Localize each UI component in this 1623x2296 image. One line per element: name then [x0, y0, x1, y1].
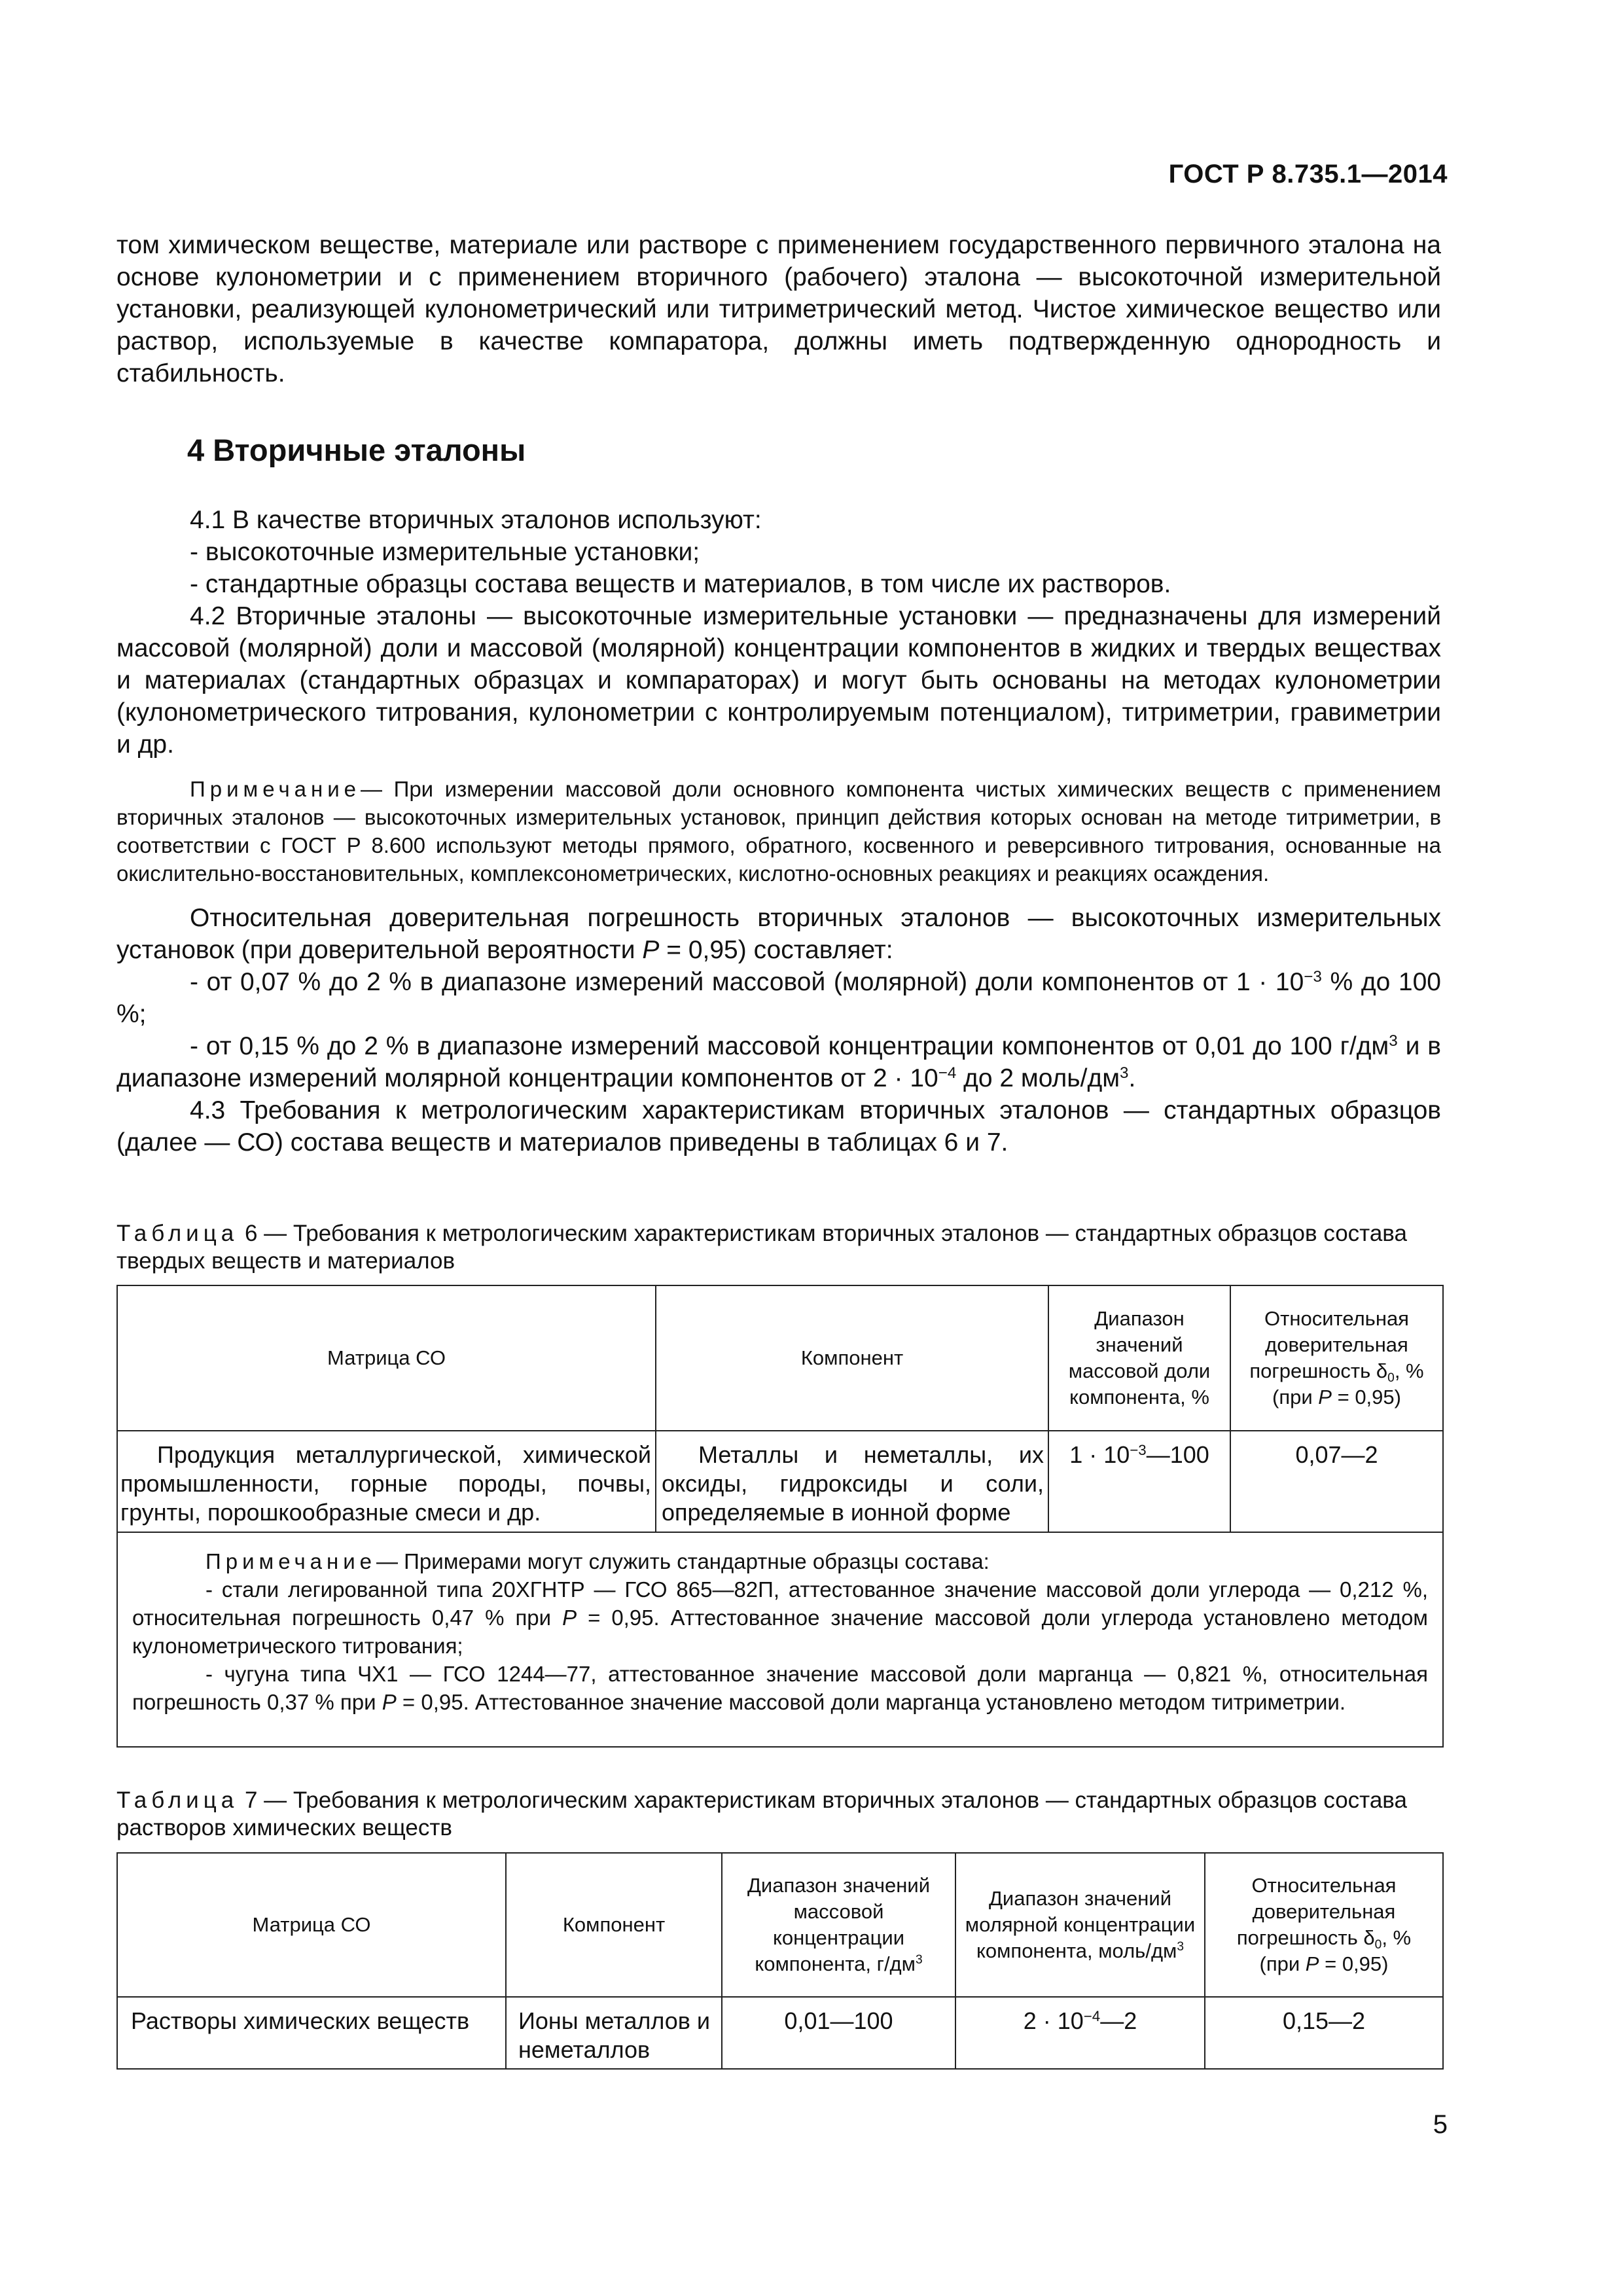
table-7-molar-exponent: −4 — [1083, 2007, 1101, 2024]
table-7-header-mass — [722, 1853, 955, 1997]
clause-4-1: 4.1 В качестве вторичных эталонов используют: — [190, 506, 762, 534]
table-6-note-item-1-tail: = 0,95. Аттестованное значение массовой доли углерода установлено методом кулонометрического титрования; — [132, 1605, 1428, 1658]
accuracy-lead-text: Относительная доверительная погрешность вторичных эталонов — высокоточных измерительных установок (при доверительной вероятности — [116, 904, 1441, 964]
table-6-note-row — [117, 1532, 1443, 1747]
table-6-range-exponent: −3 — [1130, 1441, 1147, 1458]
table-6-caption-label: Таблица — [116, 1221, 239, 1246]
table-6-caption-text: 6 — Требования к метрологическим характеристикам вторичных эталонов — стандартных образцов состава твердых веществ и материалов — [116, 1221, 1407, 1274]
accuracy-item-2 — [116, 1030, 1441, 1094]
table-6-note-item-1-p: P — [562, 1605, 577, 1630]
table-6-header-error-p: P — [1318, 1386, 1332, 1408]
table-7-cell-molar-range — [955, 1997, 1205, 2069]
table-6-note-item-2-p: P — [382, 1690, 397, 1714]
table-6-note-item-2-text: - чугуна типа ЧХ1 — ГСО 1244—77, аттестованное значение массовой доли марганца — 0,821 %, относительная погрешность 0,37 % при — [132, 1662, 1428, 1714]
page-number: 5 — [1433, 2110, 1448, 2139]
clause-4-1-item-2: - стандартные образцы состава веществ и материалов, в том числе их растворов. — [190, 570, 1171, 598]
accuracy-lead — [116, 902, 1441, 966]
table-7-caption-text: 7 — Требования к метрологическим характеристикам вторичных эталонов — стандартных образцов состава растворов химических веществ — [116, 1787, 1407, 1840]
accuracy-item-1-tail: % до 100 %; — [116, 968, 1441, 1028]
probability-symbol: P — [642, 936, 660, 964]
table-6-header-component: Компонент — [656, 1285, 1048, 1431]
document-code: ГОСТ Р 8.735.1—2014 — [1168, 160, 1448, 188]
table-6 — [116, 1285, 1444, 1748]
note-1-text: — При измерении массовой доли основного компонента чистых химических веществ с применением вторичных эталонов — высокоточных измерительных установок, принцип действия которых основан на методе титриметрии, в соответствии с ГОСТ Р 8.600 используют методы прямого, обратного, косвенного и реверсивного титрования, основанные на окислительно-восстановительных, комплексонометрических, кислотно-основных реакциях и реакциях осаждения. — [116, 777, 1441, 886]
table-7-header-error-text: Относительная доверительная погрешность δ — [1236, 1874, 1397, 1949]
table-6-cell-matrix: Продукция металлургической, химической промышленности, горные породы, почвы, грунты, порошкообразные смеси и др. — [117, 1431, 656, 1532]
table-6-note-label: Примечание — [205, 1549, 377, 1573]
accuracy-item-1 — [116, 966, 1441, 1030]
table-7-header-error — [1205, 1853, 1443, 1997]
clause-4-3: 4.3 Требования к метрологическим характеристикам вторичных эталонов — стандартных образцов (далее — СО) состава веществ и материалов приведены в таблицах 6 и 7. — [116, 1096, 1441, 1157]
table-7-header-error-p: P — [1305, 1952, 1319, 1975]
clause-4-1-item-1: - высокоточные измерительные установки; — [190, 538, 700, 566]
table-6-header-row — [117, 1285, 1443, 1431]
table-7-header-error-value: = 0,95) — [1319, 1952, 1389, 1975]
table-7-header-molar-text: Диапазон значений молярной концентрации компонента, моль/дм — [965, 1887, 1196, 1962]
table-7-header-error-cond: (при — [1259, 1952, 1306, 1975]
table-7-header-mass-exponent: 3 — [915, 1953, 923, 1967]
table-6-header-range: Диапазон значений массовой доли компонента, % — [1048, 1285, 1230, 1431]
table-7-cell-error: 0,15—2 — [1205, 1997, 1443, 2069]
table-6-note-item-2 — [132, 1660, 1428, 1716]
table-7-molar-base: 2 · 10 — [1023, 2007, 1084, 2034]
intro-paragraph — [116, 229, 1441, 389]
clause-4-2: 4.2 Вторичные эталоны — высокоточные измерительные установки — предназначены для измерений массовой (молярной) доли и массовой (молярной) концентрации компонентов в жидких и твердых веществах и материалах (стандартных образцах и компараторах) и могут быть основаны на методах кулонометрии (кулонометрического титрования, кулонометрии с контролируемым потенциалом), титриметрии, гравиметрии и др. — [116, 602, 1441, 759]
table-6-note-lead-text: — Примерами могут служить стандартные образцы состава: — [376, 1549, 990, 1573]
note-1 — [116, 775, 1441, 888]
table-6-header-error — [1230, 1285, 1443, 1431]
table-7-cell-matrix: Растворы химических веществ — [117, 1997, 506, 2069]
accuracy-item-2-end: . — [1128, 1064, 1136, 1092]
accuracy-item-2-exponent-3: 3 — [1120, 1064, 1129, 1082]
table-7-molar-tail: —2 — [1100, 2007, 1137, 2034]
table-row — [117, 1997, 1443, 2069]
table-6-note-item-2-tail: = 0,95. Аттестованное значение массовой доли марганца установлено методом титриметрии. — [396, 1690, 1346, 1714]
section-4-body — [116, 504, 1441, 1158]
table-6-cell-range — [1048, 1431, 1230, 1532]
accuracy-item-1-exponent: −3 — [1304, 967, 1322, 986]
table-7-header-error-unit: , % — [1382, 1926, 1412, 1949]
table-6-header-error-value: = 0,95) — [1331, 1386, 1401, 1408]
table-6-note-lead — [132, 1547, 1428, 1575]
table-6-range-tail: —100 — [1146, 1441, 1209, 1468]
accuracy-item-2-exponent-2: −4 — [938, 1064, 957, 1082]
note-1-label: Примечание — [190, 777, 361, 801]
table-7-header-mass-text: Диапазон значений массовой концентрации компонента, г/дм — [747, 1874, 931, 1975]
table-7-header-molar — [955, 1853, 1205, 1997]
table-6-cell-error: 0,07—2 — [1230, 1431, 1443, 1532]
accuracy-lead-tail: = 0,95) составляет: — [659, 936, 893, 964]
table-7-caption-label: Таблица — [116, 1787, 239, 1813]
table-7-header-matrix: Матрица СО — [117, 1853, 506, 1997]
section-title: 4 Вторичные эталоны — [187, 433, 526, 467]
accuracy-item-2-mid: и в диапазоне измерений молярной концентрации компонентов от 2 · 10 — [116, 1032, 1441, 1092]
table-6-note — [117, 1532, 1443, 1747]
accuracy-item-2-exponent-1: 3 — [1389, 1031, 1398, 1050]
table-7-cell-component: Ионы металлов и неметаллов — [506, 1997, 722, 2069]
table-7-cell-mass-range: 0,01—100 — [722, 1997, 955, 2069]
table-6-note-item-1-text: - стали легированной типа 20ХГНТР — ГСО 865—82П, аттестованное значение массовой доли углерода — 0,212 %, относительная погрешность 0,47 % при — [132, 1577, 1428, 1630]
intro-text: том химическом веществе, материале или растворе с применением государственного первичного эталона на основе кулонометрии и с применением вторичного (рабочего) эталона — высокоточной измерительной установки, реализующей кулонометрический или титриметрический метод. Чистое химическое вещество или раствор, используемые в качестве компаратора, должны иметь подтвержденную однородность и стабильность. — [116, 231, 1441, 387]
table-6-caption — [116, 1220, 1441, 1275]
table-6-header-error-sub: 0 — [1387, 1371, 1395, 1385]
table-7-header-row — [117, 1853, 1443, 1997]
accuracy-item-1-text: - от 0,07 % до 2 % в диапазоне измерений массовой (молярной) доли компонентов от 1 · 10 — [190, 968, 1304, 996]
table-6-header-matrix: Матрица СО — [117, 1285, 656, 1431]
table-6-header-error-text: Относительная доверительная погрешность δ — [1249, 1307, 1409, 1382]
table-7-header-molar-exponent: 3 — [1177, 1940, 1185, 1954]
accuracy-item-2-unit: до 2 моль/дм — [956, 1064, 1120, 1092]
table-6-header-error-cond: (при — [1272, 1386, 1319, 1408]
table-7 — [116, 1852, 1444, 2070]
table-6-range-base: 1 · 10 — [1069, 1441, 1130, 1468]
accuracy-item-2-text: - от 0,15 % до 2 % в диапазоне измерений массовой концентрации компонентов от 0,01 до 100 г/дм — [190, 1032, 1389, 1060]
table-7-caption — [116, 1787, 1441, 1842]
table-6-header-error-unit: , % — [1394, 1359, 1424, 1382]
table-row — [117, 1431, 1443, 1532]
table-6-cell-component: Металлы и неметаллы, их оксиды, гидроксиды и соли, определяемые в ионной форме — [656, 1431, 1048, 1532]
table-7-header-error-sub: 0 — [1374, 1937, 1382, 1952]
table-6-note-item-1 — [132, 1575, 1428, 1660]
table-7-header-component: Компонент — [506, 1853, 722, 1997]
